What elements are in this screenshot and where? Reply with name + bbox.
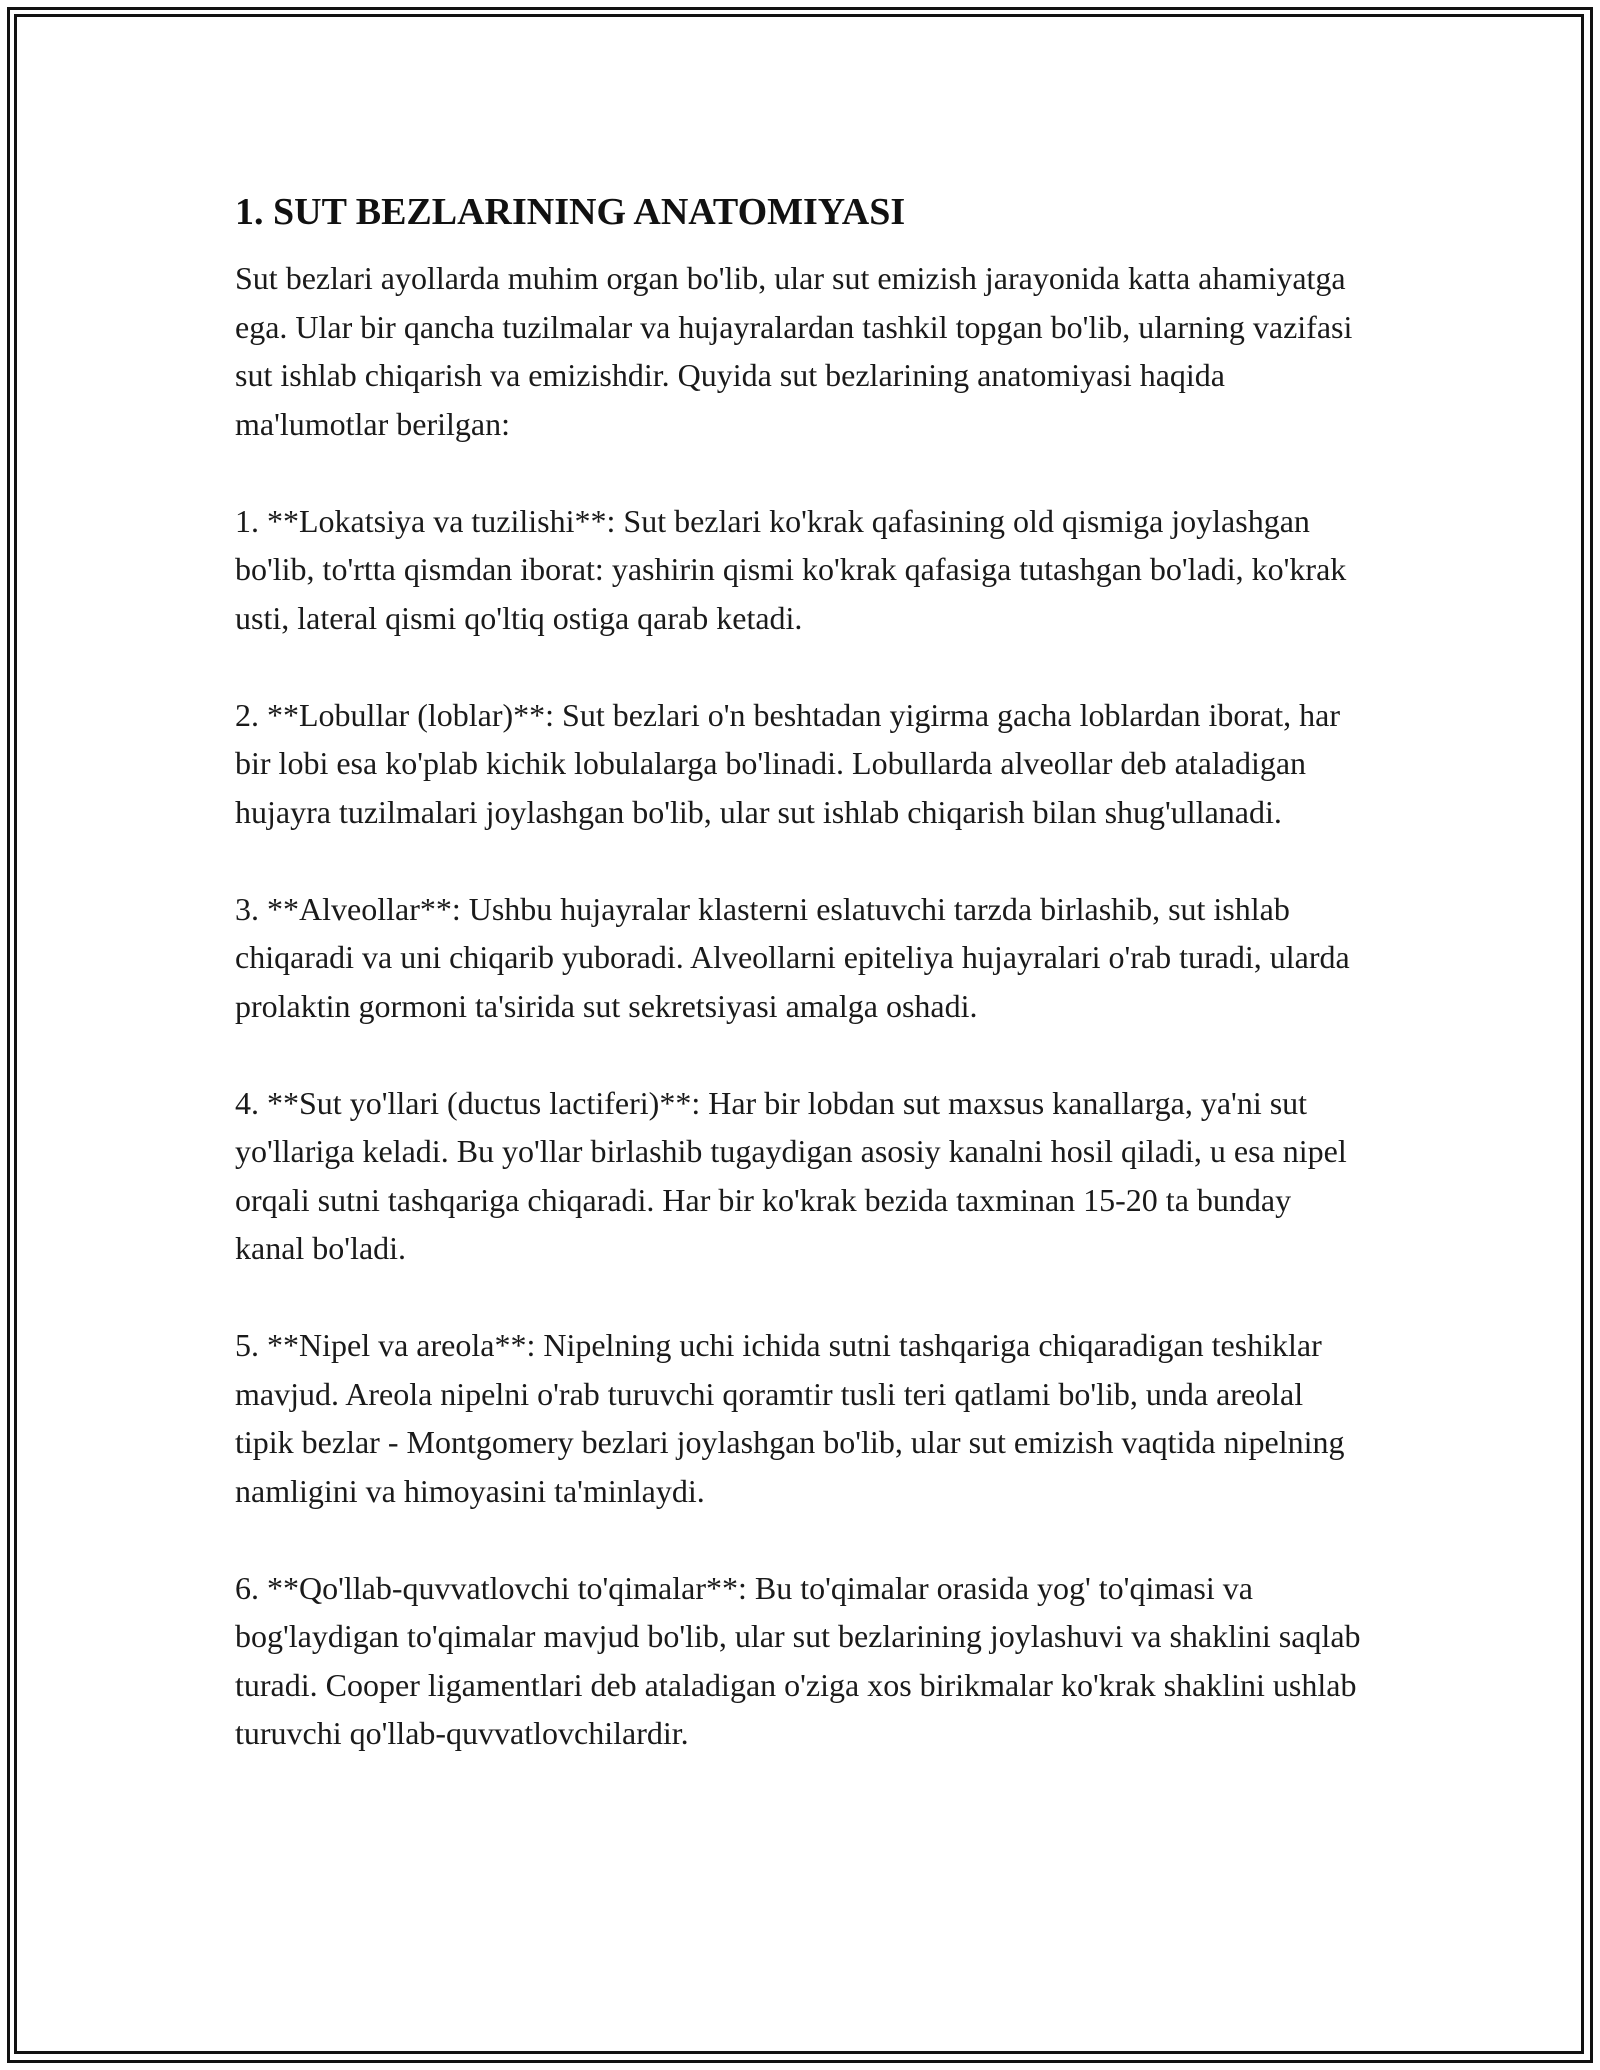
paragraph-alveoli: 3. **Alveollar**: Ushbu hujayralar klasterni eslatuvchi tarzda birlashib, sut ishlab chiqaradi va uni chiqarib yuboradi. Alveollarni epiteliya hujayralari o'rab turadi, ularda prolaktin gormoni ta'sirida sut sekretsiyasi amalga oshadi. (235, 890, 1350, 1024)
paragraph-nipple-areola: 5. **Nipel va areola**: Nipelning uchi ichida sutni tashqariga chiqaradigan teshiklar mavjud. Areola nipelni o'rab turuvchi qoramtir tusli teri qatlami bo'lib, unda areolal tipik bezlar - Montgomery bezlari joylashgan bo'lib, ular sut emizish vaqtida nipelning namligini va himoyasini ta'minlaydi. (235, 1327, 1345, 1509)
document-body (235, 186, 1365, 1758)
paragraph-lobules: 2. **Lobullar (loblar)**: Sut bezlari o'n beshtadan yigirma gacha loblardan iborat, har bir lobi esa ko'plab kichik lobulalarga bo'linadi. Lobullarda alveollar deb ataladigan hujayra tuzilmalari joylashgan bo'lib, ular sut ishlab chiqarish bilan shug'ullanadi. (235, 696, 1340, 830)
paragraph-location: 1. **Lokatsiya va tuzilishi**: Sut bezlari ko'krak qafasining old qismiga joylashgan bo'lib, to'rtta qismdan iborat: yashirin qismi ko'krak qafasiga tutashgan bo'ladi, ko'krak usti, lateral qismi qo'ltiq ostiga qarab ketadi. (235, 502, 1347, 636)
paragraph-intro: Sut bezlari ayollarda muhim organ bo'lib, ular sut emizish jarayonida katta ahamiyatga ega. Ular bir qancha tuzilmalar va hujayralardan tashkil topgan bo'lib, ularning vazifasi sut ishlab chiqarish va emizishdir. Quyida sut bezlarining anatomiyasi haqida ma'lumotlar berilgan: (235, 260, 1353, 442)
paragraph-supporting-tissue: 6. **Qo'llab-quvvatlovchi to'qimalar**: Bu to'qimalar orasida yog' to'qimasi va bog'laydigan to'qimalar mavjud bo'lib, ular sut bezlarining joylashuvi va shaklini saqlab turadi. Cooper ligamentlari deb ataladigan o'ziga xos birikmalar ko'krak shaklini ushlab turuvchi qo'llab-quvvatlovchilardir. (235, 1569, 1361, 1751)
page-title: 1. SUT BEZLARINING ANATOMIYASI (235, 191, 906, 233)
paragraph-milk-ducts: 4. **Sut yo'llari (ductus lactiferi)**: Har bir lobdan sut maxsus kanallarga, ya'ni sut yo'llariga keladi. Bu yo'llar birlashib tugaydigan asosiy kanalni hosil qiladi, u esa nipel orqali sutni tashqariga chiqaradi. Har bir ko'krak bezida taxminan 15-20 ta bunday kanal bo'ladi. (235, 1084, 1347, 1266)
